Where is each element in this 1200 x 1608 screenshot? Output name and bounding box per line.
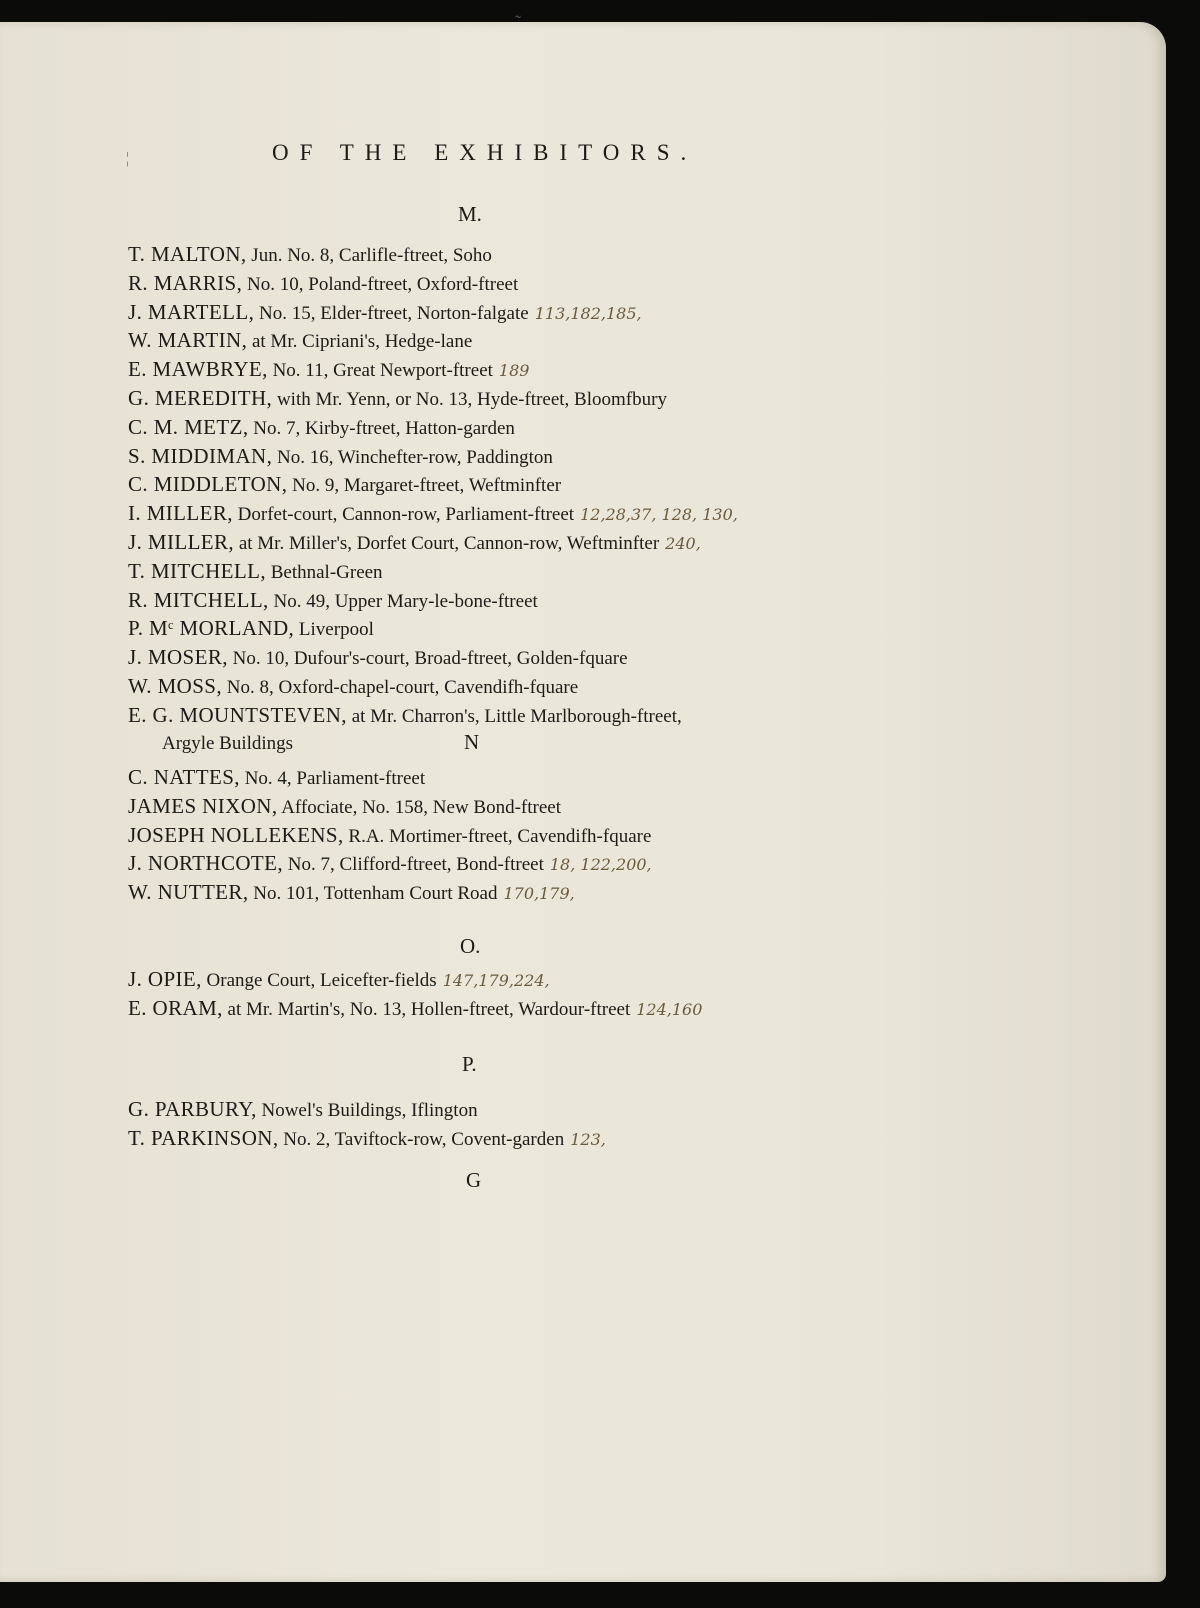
catchword: G [466, 1168, 482, 1192]
exhibitor-name: S. MIDDIMAN, [128, 443, 273, 468]
exhibitor-name: E. ORAM, [128, 995, 223, 1020]
section-letter-p: P. [462, 1052, 477, 1076]
exhibitor-entry [128, 587, 738, 616]
exhibitor-name: JOSEPH NOLLEKENS, [128, 822, 344, 847]
exhibitor-address: No. 11, Great Newport-ftreet [272, 360, 493, 382]
exhibitor-name: J. MILLER, [128, 529, 235, 554]
margin-mark: ¦ [126, 150, 130, 167]
exhibitor-address: No. 4, Parliament-ftreet [244, 768, 426, 789]
exhibitor-address: No. 10, Dufour's-court, Broad-ftreet, Golden-fquare [232, 648, 628, 670]
handwritten-note: 113,182,185, [534, 303, 642, 323]
exhibitor-entry [128, 1125, 606, 1154]
handwritten-note: 124,160 [636, 999, 703, 1019]
exhibitor-entry [128, 299, 738, 328]
exhibitor-name: C. MIDDLETON, [128, 472, 288, 497]
exhibitor-entry [128, 879, 652, 908]
exhibitor-list-m [128, 241, 738, 757]
exhibitor-name: C. M. METZ, [128, 414, 249, 439]
exhibitor-name: W. MOSS, [128, 673, 223, 698]
exhibitor-name: R. MARRIS, [128, 270, 243, 295]
exhibitor-name: R. MITCHELL, [128, 587, 269, 612]
exhibitor-address: No. 7, Kirby-ftreet, Hatton-garden [253, 417, 515, 439]
exhibitor-entry [128, 241, 738, 270]
exhibitor-name: E. G. MOUNTSTEVEN, [128, 702, 347, 727]
exhibitor-address: at Mr. Martin's, No. 13, Hollen-ftreet, Wardour-ftreet [227, 998, 631, 1020]
exhibitor-entry [128, 966, 702, 995]
exhibitor-entry [128, 673, 738, 702]
page-heading: OF THE EXHIBITORS. [272, 140, 698, 165]
exhibitor-address: at Mr. Charron's, Little Marlborough-ftreet, [351, 705, 682, 727]
exhibitor-entry [128, 1096, 606, 1125]
exhibitor-address: Affociate, No. 158, New Bond-ftreet [281, 796, 562, 818]
exhibitor-entry [128, 558, 738, 587]
handwritten-note: 170,179, [503, 884, 575, 904]
handwritten-note: 147,179,224, [442, 971, 550, 990]
exhibitor-address: No. 2, Taviftock-row, Covent-garden [283, 1128, 565, 1150]
exhibitor-address: No. 8, Oxford-chapel-court, Cavendifh-fquare [226, 676, 579, 698]
exhibitor-name: T. MITCHELL, [128, 558, 266, 583]
exhibitor-entry [128, 995, 702, 1024]
exhibitor-address: Dorfet-court, Cannon-row, Parliament-ftreet [237, 504, 575, 526]
exhibitor-entry [128, 385, 738, 414]
exhibitor-name: T. PARKINSON, [128, 1125, 279, 1150]
exhibitor-entry [128, 500, 738, 529]
exhibitor-name: JAMES NIXON, [128, 793, 278, 818]
exhibitor-list-p [128, 1096, 606, 1154]
exhibitor-entry [128, 822, 652, 851]
exhibitor-address: R.A. Mortimer-ftreet, Cavendifh-fquare [348, 825, 652, 847]
ink-mark: ˜ [515, 12, 521, 32]
handwritten-note: 189 [498, 361, 530, 381]
exhibitor-address: No. 10, Poland-ftreet, Oxford-ftreet [247, 273, 519, 295]
handwritten-note: 18, 122,200, [549, 855, 652, 875]
exhibitor-name: J. MOSER, [128, 645, 228, 670]
exhibitor-address: Liverpool [298, 619, 374, 641]
exhibitor-entry [128, 270, 738, 299]
exhibitor-address: No. 49, Upper Mary-le-bone-ftreet [273, 590, 538, 612]
exhibitor-address: No. 15, Elder-ftreet, Norton-falgate [258, 302, 529, 324]
exhibitor-entry [128, 443, 738, 472]
exhibitor-address: at Mr. Miller's, Dorfet Court, Cannon-row, Weftminfter [238, 532, 660, 554]
exhibitor-address-continuation: Argyle Buildings [162, 732, 294, 754]
exhibitor-name: T. MALTON, [128, 242, 247, 266]
exhibitor-address: Nowel's Buildings, Iflington [261, 1100, 478, 1121]
exhibitor-address: Jun. No. 8, Carlifle-ftreet, Soho [251, 245, 492, 266]
exhibitor-entry [128, 356, 738, 385]
exhibitor-name: G. PARBURY, [128, 1097, 257, 1121]
exhibitor-name: G. MEREDITH, [128, 385, 273, 410]
section-letter-m: M. [458, 202, 482, 226]
exhibitor-entry [128, 850, 652, 879]
exhibitor-entry [128, 414, 738, 443]
exhibitor-list-o [128, 966, 702, 1024]
section-letter-n: N [464, 730, 480, 754]
exhibitor-list-n [128, 764, 652, 908]
exhibitor-entry [128, 764, 652, 793]
exhibitor-entry [128, 471, 738, 500]
exhibitor-entry [128, 644, 738, 673]
exhibitor-name: J. NORTHCOTE, [128, 851, 284, 876]
exhibitor-name: I. MILLER, [128, 501, 233, 526]
exhibitor-address: at Mr. Cipriani's, Hedge-lane [251, 331, 473, 353]
exhibitor-name: W. NUTTER, [128, 880, 249, 905]
exhibitor-name: C. NATTES, [128, 765, 240, 789]
exhibitor-address: No. 16, Winchefter-row, Paddington [276, 446, 553, 468]
exhibitor-address: No. 101, Tottenham Court Road [253, 883, 498, 905]
exhibitor-entry [128, 793, 652, 822]
exhibitor-name: J. MARTELL, [128, 299, 255, 324]
exhibitor-address: No. 9, Margaret-ftreet, Weftminfter [292, 475, 562, 497]
section-letter-o: O. [460, 934, 481, 958]
handwritten-note: 240, [665, 533, 701, 553]
exhibitor-name: W. MARTIN, [128, 328, 248, 353]
exhibitor-entry [128, 327, 738, 356]
exhibitor-name: P. Mᶜ MORLAND, [128, 616, 295, 641]
exhibitor-entry [128, 702, 738, 731]
exhibitor-address: No. 7, Clifford-ftreet, Bond-ftreet [287, 854, 544, 876]
document-page [0, 12, 1166, 1582]
exhibitor-name: E. MAWBRYE, [128, 357, 268, 382]
handwritten-note: 123, [570, 1129, 606, 1149]
exhibitor-entry [128, 529, 738, 558]
exhibitor-name: J. OPIE, [128, 967, 202, 991]
exhibitor-address: Orange Court, Leicefter-fields [206, 970, 437, 991]
exhibitor-address: with Mr. Yenn, or No. 13, Hyde-ftreet, Bloomfbury [276, 388, 667, 410]
exhibitor-address: Bethnal-Green [270, 561, 383, 583]
handwritten-note: 12,28,37, 128, 130, [580, 505, 738, 525]
exhibitor-entry [128, 615, 738, 644]
